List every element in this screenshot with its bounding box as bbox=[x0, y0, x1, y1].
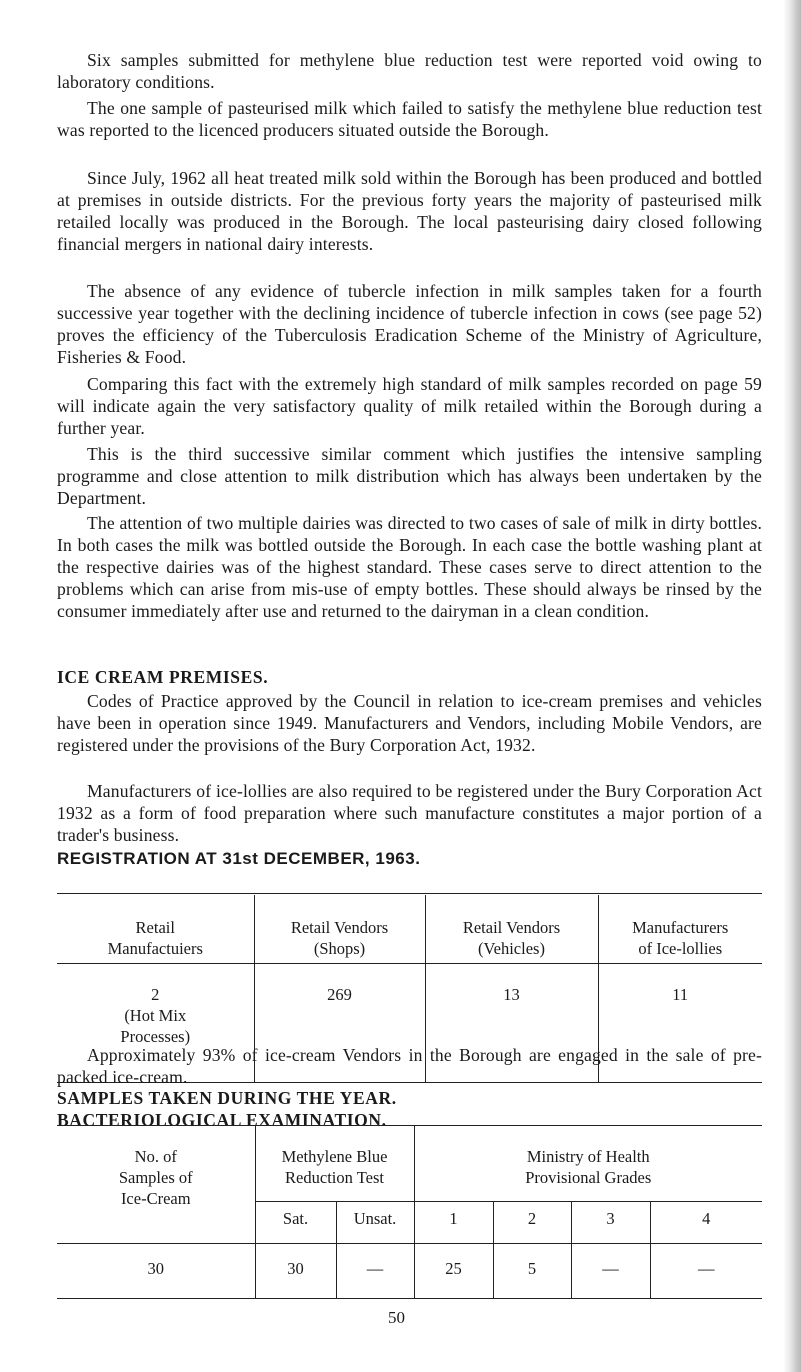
header-manufacturers-ice-lollies: Manufacturers of Ice-lollies bbox=[598, 895, 762, 963]
header-no-of-samples: No. of Samples of Ice-Cream bbox=[57, 1126, 255, 1243]
paragraph-ice-lollies: Manufacturers of ice-lollies are also required to be registered under the Bury Corporation Act 1932 as a form of food preparation where such manufacture constitutes a major portion of a trader's business. bbox=[57, 781, 762, 845]
bact-value-row bbox=[57, 1243, 762, 1298]
paragraph-heat-treated-milk: Since July, 1962 all heat treated milk sold within the Borough has been produced and bottled at premises in outside districts. For the previous forty years the majority of pasteurised milk retailed locally was produced in the Borough. The local pasteurising dairy closed following financial mergers in national dairy interests. bbox=[57, 168, 762, 254]
value-retail-manufacturers: 2 (Hot Mix Processes) bbox=[57, 963, 254, 1082]
subheader-grade-1: 1 bbox=[414, 1201, 493, 1243]
paragraph-tubercle-infection: The absence of any evidence of tubercle infection in milk samples taken for a fourth successive year together with the declining incidence of tubercle infection in cows (see page 52) proves the efficiency of the Tuberculosis Eradication Scheme of the Ministry of Agriculture, Fisheries & Food. bbox=[57, 281, 762, 367]
paragraph-failed-sample: The one sample of pasteurised milk which failed to satisfy the methylene blue reduction test was reported to the licenced producers situated outside the Borough. bbox=[57, 98, 762, 140]
value-grade-4: — bbox=[650, 1243, 762, 1298]
value-no-of-samples: 30 bbox=[57, 1243, 255, 1298]
header-methylene-blue: Methylene Blue Reduction Test bbox=[255, 1126, 414, 1201]
value-retail-vendors-vehicles: 13 bbox=[425, 963, 598, 1082]
value-unsat: — bbox=[336, 1243, 414, 1298]
subheader-sat: Sat. bbox=[255, 1201, 336, 1243]
registration-header-row bbox=[57, 895, 762, 963]
value-manufacturers-ice-lollies: 11 bbox=[598, 963, 762, 1082]
value-grade-3: — bbox=[571, 1243, 650, 1298]
bacteriological-table bbox=[57, 1126, 762, 1299]
paragraph-pre-packed: Approximately 93% of ice-cream Vendors in the Borough are engaged in the sale of pre-packed ice-cream. bbox=[57, 1045, 762, 1087]
value-sat: 30 bbox=[255, 1243, 336, 1298]
registration-table-top-rule bbox=[57, 893, 762, 894]
value-grade-2: 5 bbox=[493, 1243, 571, 1298]
subheader-unsat: Unsat. bbox=[336, 1201, 414, 1243]
paragraph-sampling-programme: This is the third successive similar comment which justifies the intensive sampling programme and close attention to milk distribution which has always been undertaken by the Department. bbox=[57, 444, 762, 508]
paragraph-codes-of-practice: Codes of Practice approved by the Council in relation to ice-cream premises and vehicles have been in operation since 1949. Manufacturers and Vendors, including Mobile Vendors, are registered under the provisions of the Bury Corporation Act, 1932. bbox=[57, 691, 762, 755]
bacteriological-heading: BACTERIOLOGICAL EXAMINATION. bbox=[57, 1110, 387, 1130]
bact-header-row bbox=[57, 1126, 762, 1201]
header-retail-manufacturers: Retail Manufactuiers bbox=[57, 895, 254, 963]
header-retail-vendors-vehicles: Retail Vendors (Vehicles) bbox=[425, 895, 598, 963]
header-retail-vendors-shops: Retail Vendors (Shops) bbox=[254, 895, 425, 963]
ice-cream-heading: ICE CREAM PREMISES. bbox=[57, 667, 269, 687]
header-ministry-of-health: Ministry of Health Provisional Grades bbox=[414, 1126, 762, 1201]
subheader-grade-2: 2 bbox=[493, 1201, 571, 1243]
paragraph-milk-standard: Comparing this fact with the extremely high standard of milk samples recorded on page 59 will indicate again the very satisfactory quality of milk retailed within the Borough during a further year. bbox=[57, 374, 762, 438]
scan-page-edge bbox=[783, 0, 801, 1372]
paragraph-dirty-bottles: The attention of two multiple dairies was directed to two cases of sale of milk in dirty bottles. In both cases the milk was bottled outside the Borough. In each case the bottle washing plant at the respective dairies was of the highest standard. These cases serve to direct attention to the problems which can arise from mis-use of empty bottles. These should always be rinsed by the consumer immediately after use and returned to the dairyman in a clean condition. bbox=[57, 513, 762, 621]
subheader-grade-4: 4 bbox=[650, 1201, 762, 1243]
subheader-grade-3: 3 bbox=[571, 1201, 650, 1243]
paragraph-void-samples: Six samples submitted for methylene blue reduction test were reported void owing to laboratory conditions. bbox=[57, 50, 762, 92]
value-grade-1: 25 bbox=[414, 1243, 493, 1298]
page-number: 50 bbox=[388, 1308, 405, 1327]
registration-heading: REGISTRATION AT 31st DECEMBER, 1963. bbox=[57, 849, 421, 868]
samples-heading: SAMPLES TAKEN DURING THE YEAR. bbox=[57, 1088, 397, 1108]
value-retail-vendors-shops: 269 bbox=[254, 963, 425, 1082]
